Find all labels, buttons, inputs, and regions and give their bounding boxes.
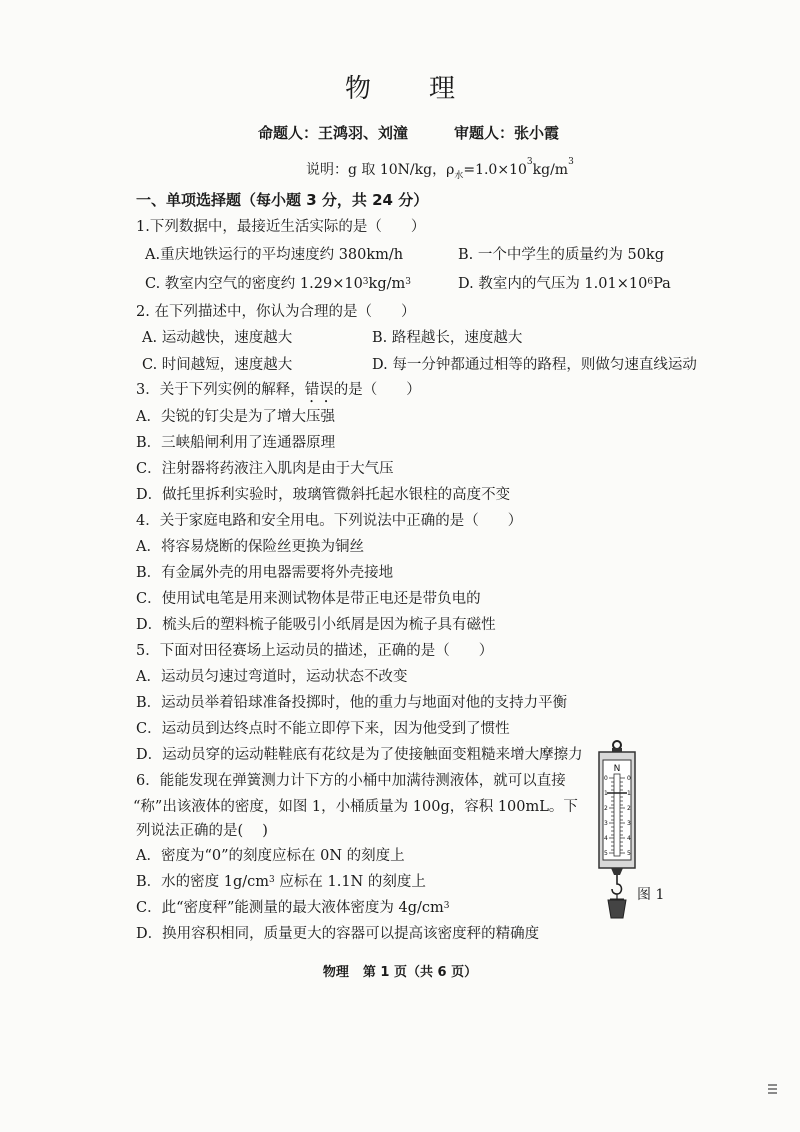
section-heading: 一、单项选择题（每小题 3 分，共 24 分） — [136, 191, 429, 209]
question-1-option-b: B. 一个中学生的质量约为 50kg — [458, 247, 665, 263]
question-5-option-a: A．运动员匀速过弯道时，运动状态不改变 — [136, 669, 408, 685]
question-4-option-d: D．梳头后的塑料梳子能吸引小纸屑是因为梳子具有磁性 — [136, 617, 496, 633]
question-6-stem-line-3: 列说法正确的是( ) — [136, 823, 268, 839]
question-6-option-b: B．水的密度 $1g/cm^3$ 应标在 1.1N 的刻度上 — [136, 874, 426, 890]
figure-label: 图 1 — [637, 887, 665, 903]
question-6-option-a: A．密度为“0”的刻度应标在 0N 的刻度上 — [136, 848, 405, 864]
svg-text:4: 4 — [627, 835, 631, 842]
question-6-stem-line-1: 6．能能发现在弹簧测力计下方的小桶中加满待测液体，就可以直接 — [136, 773, 566, 789]
question-2-option-a: A. 运动越快，速度越大 — [142, 330, 293, 346]
page-title: 物理 — [344, 74, 513, 104]
menu-icon — [768, 1084, 778, 1094]
question-5-option-c: C．运动员到达终点时不能立即停下来，因为他受到了惯性 — [136, 721, 510, 737]
question-6-stem-line-2: “称”出该液体的密度，如图 1，小桶质量为 100g，容积 100mL。下 — [133, 799, 578, 815]
question-2-option-c: C. 时间越短，速度越大 — [142, 357, 293, 373]
question-3-option-c: C．注射器将药液注入肌肉是由于大气压 — [136, 461, 394, 477]
question-1-stem: 1.下列数据中，最接近生活实际的是（ ） — [136, 219, 426, 235]
svg-text:3: 3 — [604, 820, 608, 827]
svg-text:2: 2 — [604, 805, 608, 812]
question-authors: 命题人：王鸿羽、刘潼 — [258, 124, 409, 142]
question-3-stem: 3．关于下列实例的解释，错误的是（ ） — [136, 382, 421, 398]
question-5-option-b: B．运动员举着铅球准备投掷时，他的重力与地面对他的支持力平衡 — [136, 695, 568, 711]
question-2-option-d: D. 每一分钟都通过相等的路程，则做匀速直线运动 — [372, 357, 697, 373]
question-3-option-b: B．三峡船闸利用了连通器原理 — [136, 435, 336, 451]
svg-text:4: 4 — [604, 835, 608, 842]
question-2-stem: 2. 在下列描述中，你认为合理的是（ ） — [136, 304, 416, 320]
svg-text:0: 0 — [627, 775, 631, 782]
question-4-stem: 4．关于家庭电路和安全用电。下列说法中正确的是（ ） — [136, 513, 523, 529]
question-1-option-d: D. 教室内的气压为 $1.01\times 10^6Pa$ — [458, 276, 671, 292]
svg-text:2: 2 — [627, 805, 631, 812]
svg-text:1: 1 — [627, 790, 631, 797]
question-6-option-d: D．换用容积相同，质量更大的容器可以提高该密度秤的精确度 — [136, 926, 540, 942]
svg-text:5: 5 — [604, 850, 608, 857]
svg-text:N: N — [613, 764, 621, 774]
question-4-option-b: B．有金属外壳的用电器需要将外壳接地 — [136, 565, 394, 581]
question-2-option-b: B. 路程越长，速度越大 — [372, 330, 523, 346]
exam-note: 说明：g 取 10N/kg，$\rho_水=1.0\times 10^3kg/m^3$ — [306, 157, 574, 181]
page-number: 第 1 页（共 6 页） — [362, 965, 478, 980]
question-1-option-a: A.重庆地铁运行的平均速度约 380km/h — [145, 247, 404, 263]
footer-subject: 物理 — [322, 965, 349, 980]
svg-text:0: 0 — [604, 775, 608, 782]
emphasized-word: 错误 — [304, 382, 334, 398]
question-5-stem: 5．下面对田径赛场上运动员的描述，正确的是（ ） — [136, 643, 494, 659]
question-1-option-c: C. 教室内空气的密度约 $1.29\times 10^3kg/m^3$ — [145, 276, 411, 292]
svg-text:1: 1 — [604, 790, 608, 797]
svg-text:5: 5 — [627, 850, 631, 857]
question-4-option-c: C．使用试电笔是用来测试物体是带正电还是带负电的 — [136, 591, 481, 607]
question-4-option-a: A．将容易烧断的保险丝更换为铜丝 — [136, 539, 364, 555]
svg-text:3: 3 — [627, 820, 631, 827]
question-3-option-a: A．尖锐的钉尖是为了增大压强 — [136, 409, 335, 425]
question-6-option-c: C．此“密度秤”能测量的最大液体密度为 $4g/cm^3$ — [136, 900, 450, 916]
authors-line — [258, 122, 559, 143]
question-3-option-d: D．做托里拆利实验时，玻璃管微斜托起水银柱的高度不变 — [136, 487, 511, 503]
reviewer: 审题人：张小霞 — [454, 124, 560, 142]
question-5-option-d: D．运动员穿的运动鞋鞋底有花纹是为了使接触面变粗糙来增大摩擦力 — [136, 747, 583, 763]
page-footer — [0, 961, 800, 980]
